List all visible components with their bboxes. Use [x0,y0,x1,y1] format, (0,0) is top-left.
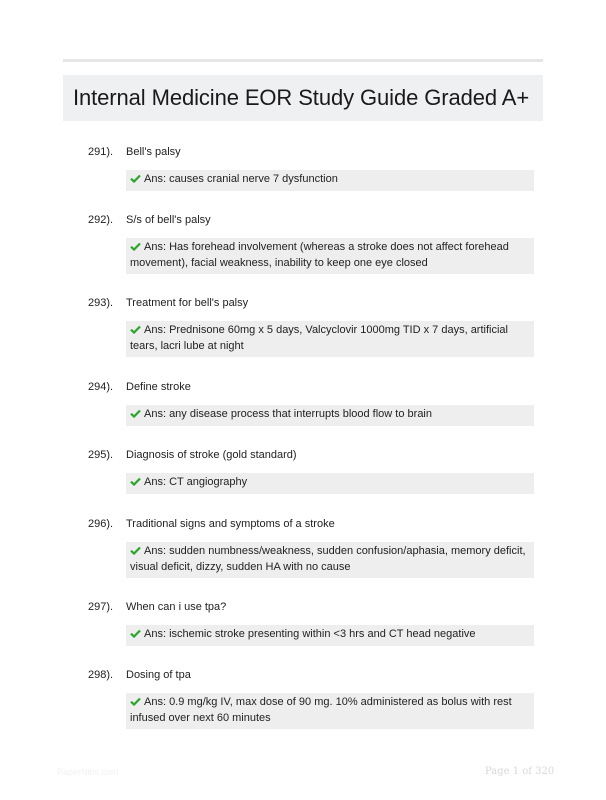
check-icon [130,174,141,183]
answer-box [126,473,534,494]
question-number: 298). [88,669,114,681]
footer-watermark: PaperNibs.com [57,767,119,777]
check-icon [130,325,141,334]
page-number: Page 1 of 320 [485,766,555,777]
question-number: 291). [88,146,114,158]
check-icon [130,242,141,251]
answer-box [126,321,534,357]
check-icon [130,477,141,486]
answer-text: Ans: any disease process that interrupts blood flow to brain [144,408,432,420]
answer-text: Ans: ischemic stroke presenting within <3 hrs and CT head negative [144,628,476,640]
check-icon [130,629,141,638]
answer-text: Ans: Prednisone 60mg x 5 days, Valcyclovir 1000mg TID x 7 days, artificial tears, lacri lube at night [130,324,508,352]
answer-text: Ans: 0.9 mg/kg IV, max dose of 90 mg. 10% administered as bolus with rest infused over next 60 minutes [130,696,512,724]
question-number: 293). [88,297,114,309]
check-icon [130,697,141,706]
question-text: Treatment for bell's palsy [126,297,249,309]
answer-box [126,625,534,646]
check-icon [130,409,141,418]
answer-box [126,170,534,191]
question-text: Dosing of tpa [126,669,191,681]
answer-box [126,542,534,578]
question-text: Define stroke [126,381,191,393]
answer-box [126,405,534,426]
answer-text: Ans: CT angiography [144,476,248,488]
top-divider [63,59,543,62]
question-text: Traditional signs and symptoms of a stroke [126,518,335,530]
answer-text: Ans: Has forehead involvement (whereas a stroke does not affect forehead movement), facial weakness, inability to keep one eye closed [130,241,509,269]
question-number: 295). [88,449,114,461]
answer-text: Ans: causes cranial nerve 7 dysfunction [144,173,338,185]
answer-box [126,238,534,274]
question-number: 296). [88,518,114,530]
question-text: When can i use tpa? [126,601,227,613]
question-number: 297). [88,601,114,613]
question-text: Diagnosis of stroke (gold standard) [126,449,297,461]
answer-box [126,693,534,729]
check-icon [130,546,141,555]
question-number: 294). [88,381,114,393]
answer-text: Ans: sudden numbness/weakness, sudden confusion/aphasia, memory deficit, visual deficit, dizzy, sudden HA with no cause [130,545,526,573]
document-title: Internal Medicine EOR Study Guide Graded A+ [73,85,530,110]
question-text: Bell's palsy [126,146,181,158]
question-number: 292). [88,214,114,226]
question-text: S/s of bell's palsy [126,214,211,226]
title-banner [63,75,543,121]
